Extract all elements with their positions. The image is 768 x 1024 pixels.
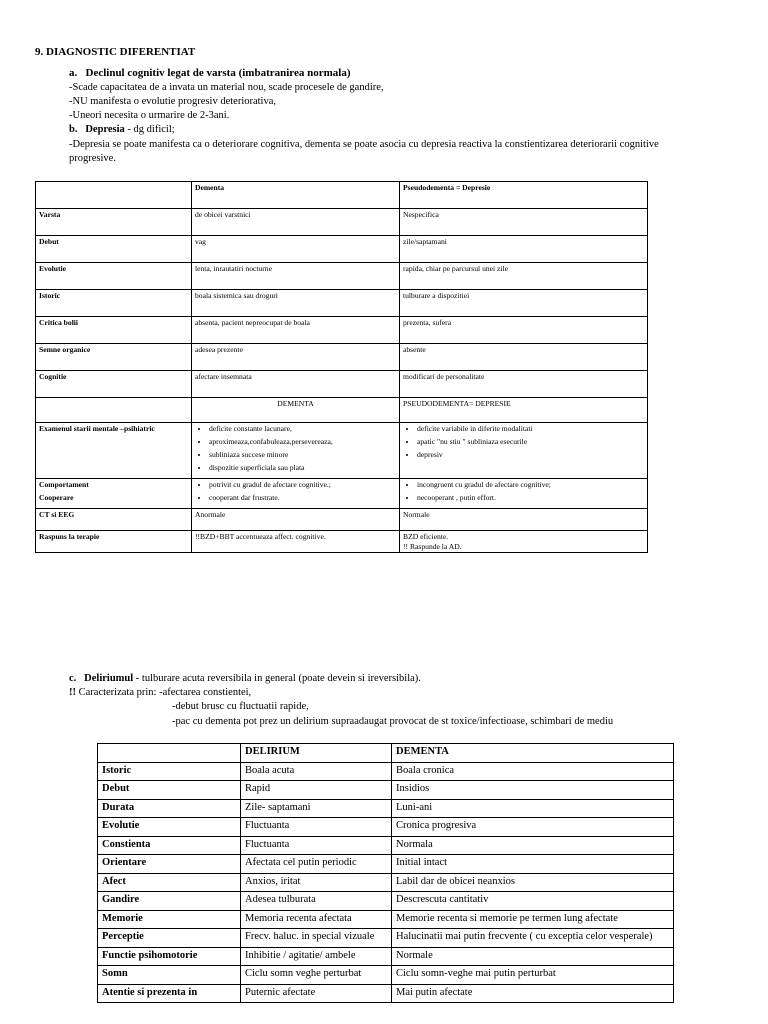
row-label: Durata xyxy=(98,799,241,818)
table-cell: Cronica progresiva xyxy=(392,818,674,837)
row-label: Evolutie xyxy=(98,818,241,837)
delirium-line xyxy=(69,686,251,700)
subsection-b-title: b. Depresia xyxy=(69,124,125,135)
table-row xyxy=(98,966,674,985)
list-item: • aproximeaza,confabuleaza,persevereaza, xyxy=(209,437,396,447)
table-cell: !!BZD+BBT accentueaza affect. cognitive. xyxy=(192,531,400,553)
table-cell: Labil dar de obicei neanxios xyxy=(392,873,674,892)
bullet-list xyxy=(403,424,644,460)
table-cell: Frecv. haluc. in special vizuale xyxy=(241,929,392,948)
table-cell: prezenta, sufera xyxy=(400,317,648,344)
subsection-c-title: c. Deliriumul xyxy=(69,673,134,684)
row-label: Examenul starii mentale –psihiatric xyxy=(36,423,192,479)
subsection-a-line: -Scade capacitatea de a invata un material nou, scade procesele de gandire, xyxy=(69,82,384,93)
table-cell: Ciclu somn veghe perturbat xyxy=(241,966,392,985)
row-label: Evolutie xyxy=(36,263,192,290)
list-item: • subliniaza succese minore xyxy=(209,450,396,460)
table-row xyxy=(98,892,674,911)
table-row xyxy=(36,290,648,317)
table-row xyxy=(36,182,648,209)
table-cell: lenta, inrautatiri nocturne xyxy=(192,263,400,290)
table-cell: Memoria recenta afectata xyxy=(241,910,392,929)
delirium-line: -debut brusc cu fluctuatii rapide, xyxy=(172,701,309,712)
table-row xyxy=(36,531,648,553)
table-cell: Adesea tulburata xyxy=(241,892,392,911)
table-cell: boala sistemica sau droguri xyxy=(192,290,400,317)
table-cell xyxy=(192,423,400,479)
section-heading: 9. DIAGNOSTIC DIFERENTIAT xyxy=(35,46,196,58)
table-cell: Insidios xyxy=(392,781,674,800)
table-row xyxy=(98,744,674,763)
row-label: Semne organice xyxy=(36,344,192,371)
table-cell xyxy=(98,744,241,763)
table-cell: Zile- saptamani xyxy=(241,799,392,818)
table-cell: Afectata cel putin periodic xyxy=(241,855,392,874)
table-row xyxy=(36,236,648,263)
table-cell: Anxios, iritat xyxy=(241,873,392,892)
row-label: Perceptie xyxy=(98,929,241,948)
table-row xyxy=(98,781,674,800)
table-cell xyxy=(400,423,648,479)
cell-line: BZD eficiente. xyxy=(403,532,449,541)
table-row xyxy=(36,317,648,344)
table-row xyxy=(98,799,674,818)
row-label: Orientare xyxy=(98,855,241,874)
subsection-c-title-line xyxy=(69,672,421,686)
subsection-c-suffix: - tulburare acuta reversibila in general (poate devein si ireversibila). xyxy=(133,673,421,684)
list-item: • deficite constante lacunare, xyxy=(209,424,396,434)
table-header-cell: Dementa xyxy=(192,182,400,209)
table-row xyxy=(98,818,674,837)
list-item: • depresiv xyxy=(417,450,644,460)
table-row xyxy=(36,398,648,423)
row-label: Gandire xyxy=(98,892,241,911)
row-label: Memorie xyxy=(98,910,241,929)
row-label: Debut xyxy=(98,781,241,800)
delirium-vs-dementia-table xyxy=(97,743,674,1003)
row-label: Functie psihomotorie xyxy=(98,947,241,966)
table-header-cell: DELIRIUM xyxy=(241,744,392,763)
delirium-line: -pac cu dementa pot prez un delirium supraadaugat provocat de st toxice/infectioase, schimbari de mediu xyxy=(172,716,614,727)
table-cell: Mai putin afectate xyxy=(392,984,674,1003)
table-subheader-cell: PSEUDODEMENTA= DEPRESIE xyxy=(400,398,648,423)
table-cell: Fluctuanta xyxy=(241,836,392,855)
table-cell: Fluctuanta xyxy=(241,818,392,837)
table-cell: rapida, chiar pe parcursul unei zile xyxy=(400,263,648,290)
row-label: Debut xyxy=(36,236,192,263)
list-item: • necooperant , putin effort. xyxy=(417,493,644,503)
cell-line: !! Raspunde la AD. xyxy=(403,542,462,551)
table-cell: Inhibitie / agitatie/ ambele xyxy=(241,947,392,966)
row-label: Atentie si prezenta in xyxy=(98,984,241,1003)
emphasis-mark: !! xyxy=(69,687,76,698)
table-cell xyxy=(36,182,192,209)
table-row xyxy=(36,263,648,290)
row-label: Afect xyxy=(98,873,241,892)
list-item: • potrivit cu gradul de afectare cognitive.; xyxy=(209,480,396,490)
table-row xyxy=(98,984,674,1003)
table-row xyxy=(98,910,674,929)
subsection-a-title: a. Declinul cognitiv legat de varsta (imbatranirea normala) xyxy=(69,67,351,79)
list-item: • apatic "nu stiu " subliniaza esecurile xyxy=(417,437,644,447)
row-label-line: Comportament xyxy=(39,480,89,489)
table-header-cell: DEMENTA xyxy=(392,744,674,763)
subsection-b-title-line xyxy=(69,123,175,137)
row-label-line: Cooperare xyxy=(39,493,74,502)
table-cell: absente xyxy=(400,344,648,371)
list-item: • cooperant dar frustrate. xyxy=(209,493,396,503)
bullet-list xyxy=(403,480,644,503)
subsection-a-line: -Uneori necesita o urmarire de 2-3ani. xyxy=(69,110,230,121)
table-row xyxy=(98,929,674,948)
table-cell: Normala xyxy=(392,836,674,855)
table-cell xyxy=(192,479,400,509)
row-label: Varsta xyxy=(36,209,192,236)
row-label: Cognitie xyxy=(36,371,192,398)
row-label: Somn xyxy=(98,966,241,985)
table-cell xyxy=(400,479,648,509)
subsection-b-suffix: - dg dificil; xyxy=(124,124,175,135)
table-cell: Rapid xyxy=(241,781,392,800)
table-cell xyxy=(400,531,648,553)
table-cell: Normale xyxy=(392,947,674,966)
table-row xyxy=(36,344,648,371)
table-cell xyxy=(36,398,192,423)
row-label: CT si EEG xyxy=(36,509,192,531)
table-cell: afectare insemnata xyxy=(192,371,400,398)
table-header-cell: Pseudodementa = Depresie xyxy=(400,182,648,209)
table-cell: Descrescuta cantitativ xyxy=(392,892,674,911)
table-cell: Initial intact xyxy=(392,855,674,874)
table-row xyxy=(98,873,674,892)
table-row xyxy=(36,371,648,398)
row-label: Istoric xyxy=(98,762,241,781)
table-cell: Memorie recenta si memorie pe termen lung afectate xyxy=(392,910,674,929)
list-item: • dispozitie superficiala sau plata xyxy=(209,463,396,473)
table-cell: zile/saptamani xyxy=(400,236,648,263)
row-label xyxy=(36,479,192,509)
bullet-list xyxy=(195,480,396,503)
table-row xyxy=(98,855,674,874)
row-label: Raspuns la terapie xyxy=(36,531,192,553)
table-row xyxy=(36,479,648,509)
table-cell: Halucinatii mai putin frecvente ( cu exceptia celor vesperale) xyxy=(392,929,674,948)
table-cell: tulburare a dispozitiei xyxy=(400,290,648,317)
table-cell: Luni-ani xyxy=(392,799,674,818)
subsection-b-line: -Depresia se poate manifesta ca o deteriorare cognitiva, dementa se poate asocia cu depresia reactiva la constientizarea deteriorarii cognitive xyxy=(69,139,659,150)
row-label: Istoric xyxy=(36,290,192,317)
table-row xyxy=(36,423,648,479)
table-cell: Boala cronica xyxy=(392,762,674,781)
delirium-line-text: Caracterizata prin: -afectarea constientei, xyxy=(76,687,252,698)
table-cell: Boala acuta xyxy=(241,762,392,781)
row-label: Critica bolii xyxy=(36,317,192,344)
table-cell: de obicei varstnici xyxy=(192,209,400,236)
table-cell: Ciclu somn-veghe mai putin perturbat xyxy=(392,966,674,985)
dementia-vs-pseudodementia-table xyxy=(35,181,648,553)
table-cell: vag xyxy=(192,236,400,263)
table-row xyxy=(98,762,674,781)
table-row xyxy=(98,836,674,855)
bullet-list xyxy=(195,424,396,473)
table-cell: adesea prezente xyxy=(192,344,400,371)
row-label: Constienta xyxy=(98,836,241,855)
list-item: • deficite variabile in diferite modalitati xyxy=(417,424,644,434)
table-cell: Normale xyxy=(400,509,648,531)
table-row xyxy=(36,509,648,531)
table-row xyxy=(36,209,648,236)
table-cell: Nespecifica xyxy=(400,209,648,236)
table-row xyxy=(98,947,674,966)
table-cell: Anormale xyxy=(192,509,400,531)
subsection-a-line: -NU manifesta o evolutie progresiv deteriorativa, xyxy=(69,96,277,107)
table-cell: modificari de personalitate xyxy=(400,371,648,398)
subsection-b-line: progresive. xyxy=(69,153,116,164)
table-subheader-cell: DEMENTA xyxy=(192,398,400,423)
list-item: • incongruent cu gradul de afectare cognitive; xyxy=(417,480,644,490)
table-cell: Puternic afectate xyxy=(241,984,392,1003)
table-cell: absenta, pacient nepreocupat de boala xyxy=(192,317,400,344)
